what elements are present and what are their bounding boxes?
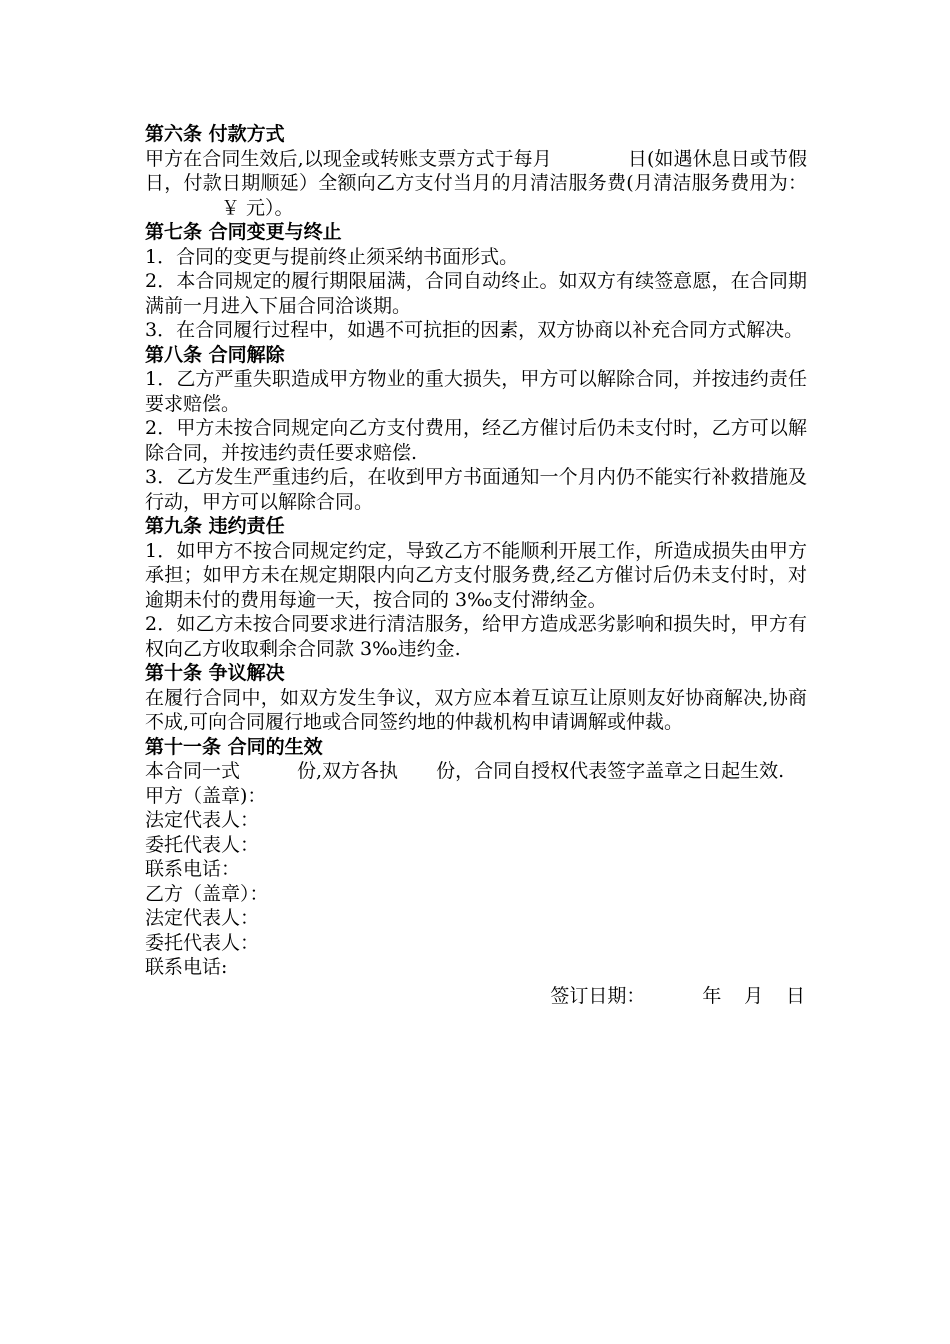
article-7-heading: 第七条 合同变更与终止 [145, 221, 342, 243]
article-7-item: 1．合同的变更与提前终止须采纳书面形式。 [145, 245, 519, 268]
article-8-item: 2．甲方未按合同规定向乙方支付费用，经乙方催讨后仍未支付时，乙方可以解除合同，并按违约责任要求赔偿. [145, 417, 807, 464]
signature-line-phone-a: 联系电话： [145, 858, 241, 880]
article-8-item: 3．乙方发生严重违约后，在收到甲方书面通知一个月内仍不能实行补救措施及行动，甲方可以解除合同。 [145, 466, 807, 513]
signing-date-month: 月 [744, 984, 764, 1007]
signing-date-year: 年 [702, 984, 722, 1007]
payment-text-part1: 甲方在合同生效后,以现金或转账支票方式于每月 [145, 147, 552, 170]
signing-date-label: 签订日期： [550, 984, 646, 1007]
article-11-text [145, 759, 807, 784]
signature-line-phone-b: 联系电话: [145, 956, 228, 978]
article-7-item: 2．本合同规定的履行期限届满，合同自动终止。如双方有续签意愿，在合同期满前一月进入下届合同洽谈期。 [145, 270, 807, 317]
article-9-item: 2．如乙方未按合同要求进行清洁服务，给甲方造成恶劣影响和损失时，甲方有权向乙方收取剩余合同款 3‰违约金. [145, 613, 807, 660]
payment-text-part2: 日(如遇休息日或节假日，付款日期顺延）全额向乙方支付当月的月清洁服务费(月清洁服务费用为： [145, 147, 807, 194]
copies-text-part3: 份，合同自授权代表签字盖章之日起生效. [436, 760, 785, 782]
signing-date-day: 日 [785, 984, 805, 1007]
signature-line-agent-b: 委托代表人： [145, 931, 260, 954]
article-7-item: 3．在合同履行过程中，如遇不可抗拒的因素，双方协商以补充合同方式解决。 [145, 319, 804, 341]
article-6-text [145, 147, 807, 221]
signature-line-party-a: 甲方（盖章)： [145, 784, 267, 807]
signing-date [145, 984, 807, 1009]
signature-line-legal-rep-b: 法定代表人： [145, 907, 260, 929]
signature-line-legal-rep-a: 法定代表人： [145, 809, 260, 831]
article-8-heading: 第八条 合同解除 [145, 343, 285, 366]
article-6-heading: 第六条 付款方式 [145, 123, 285, 145]
article-10-heading: 第十条 争议解决 [145, 662, 285, 684]
signature-line-agent-a: 委托代表人： [145, 833, 260, 856]
article-8-item: 1．乙方严重失职造成甲方物业的重大损失，甲方可以解除合同，并按违约责任要求赔偿。 [145, 368, 807, 415]
payment-amount-text: ￥ 元）。 [221, 196, 294, 219]
copies-text-part2: 份,双方各执 [297, 760, 399, 782]
article-11-heading: 第十一条 合同的生效 [145, 735, 323, 758]
article-10-text: 在履行合同中，如双方发生争议，双方应本着互谅互让原则友好协商解决,协商不成,可向合同履行地或合同签约地的仲裁机构申请调解或仲裁。 [145, 686, 807, 733]
article-9-item: 1．如甲方不按合同规定约定，导致乙方不能顺利开展工作，所造成损失由甲方承担；如甲方未在规定期限内向乙方支付服务费,经乙方催讨后仍未支付时，对逾期未付的费用每逾一天，按合同的 3‰支付滞纳金。 [145, 539, 807, 611]
signature-line-party-b: 乙方（盖章）： [145, 882, 269, 905]
article-9-heading: 第九条 违约责任 [145, 515, 285, 537]
contract-page [145, 122, 807, 1008]
copies-text-part1: 本合同一式 [145, 760, 241, 782]
